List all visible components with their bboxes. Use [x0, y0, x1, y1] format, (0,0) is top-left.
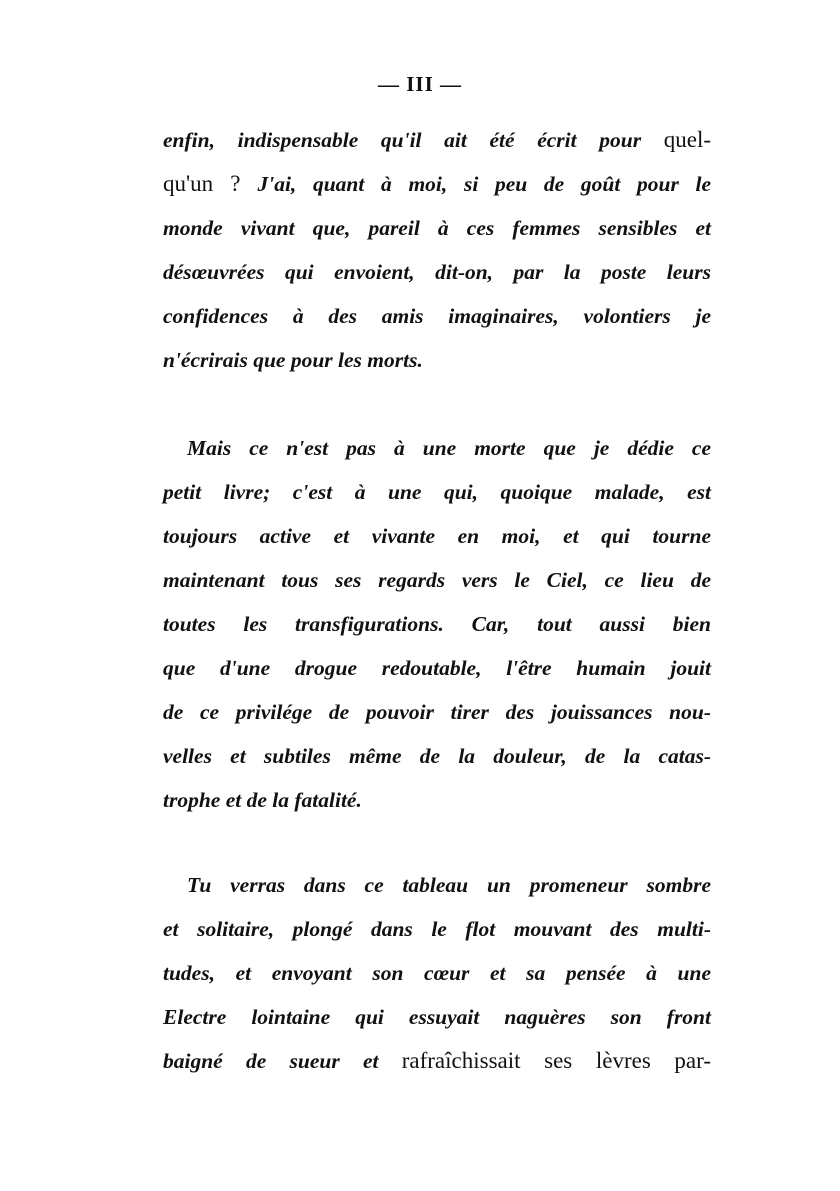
text-line — [163, 778, 711, 822]
line-italic-text: désœuvrées qui envoient, dit-on, par la poste leurs — [163, 260, 711, 284]
line-italic-text: baigné de sueur et — [163, 1049, 402, 1073]
text-line — [163, 250, 711, 294]
text-line — [163, 426, 711, 470]
text-line — [163, 338, 711, 382]
text-line — [163, 995, 711, 1039]
line-italic-text: toutes les transfigurations. Car, tout aussi bien — [163, 612, 711, 636]
text-line — [163, 118, 711, 162]
line-roman-text: rafraîchissait ses lèvres par- — [401, 1048, 711, 1073]
paragraph-3 — [163, 863, 711, 1083]
text-line — [163, 734, 711, 778]
line-italic-text: monde vivant que, pareil à ces femmes sensibles et — [163, 216, 711, 240]
line-italic-text: enfin, indispensable qu'il ait été écrit pour — [163, 128, 664, 152]
line-italic-text: maintenant tous ses regards vers le Ciel, ce lieu de — [163, 568, 711, 592]
line-italic-text: J'ai, quant à moi, si peu de goût pour le — [257, 172, 712, 196]
text-line — [163, 514, 711, 558]
text-line — [163, 294, 711, 338]
line-italic-text: que d'une drogue redoutable, l'être humain jouit — [163, 656, 711, 680]
text-line — [163, 206, 711, 250]
line-italic-text: velles et subtiles même de la douleur, de la catas- — [163, 744, 711, 768]
line-italic-text: Tu verras dans ce tableau un promeneur sombre — [187, 873, 711, 897]
line-italic-text: n'écrirais que pour les morts. — [163, 348, 423, 372]
line-italic-text: de ce privilége de pouvoir tirer des jouissances nou- — [163, 700, 711, 724]
line-roman-text: qu'un ? — [163, 171, 258, 196]
page-number: — III — — [377, 72, 463, 96]
text-line — [163, 602, 711, 646]
text-line — [163, 558, 711, 602]
paragraph-2 — [163, 426, 711, 822]
text-line — [163, 907, 711, 951]
line-italic-text: trophe et de la fatalité. — [163, 788, 362, 812]
text-line — [163, 162, 711, 206]
line-italic-text: petit livre; c'est à une qui, quoique malade, est — [163, 480, 711, 504]
text-line — [163, 470, 711, 514]
text-line — [163, 863, 711, 907]
line-italic-text: tudes, et envoyant son cœur et sa pensée à une — [163, 961, 711, 985]
line-italic-text: toujours active et vivante en moi, et qui tourne — [163, 524, 711, 548]
paragraph-1 — [163, 118, 711, 382]
line-italic-text: Mais ce n'est pas à une morte que je dédie ce — [187, 436, 711, 460]
line-italic-text: Electre lointaine qui essuyait naguères son front — [163, 1005, 711, 1029]
text-line — [163, 690, 711, 734]
text-line — [163, 951, 711, 995]
text-line — [163, 646, 711, 690]
line-italic-text: confidences à des amis imaginaires, volontiers je — [163, 304, 711, 328]
line-roman-text: quel- — [663, 127, 711, 152]
text-line — [163, 1039, 711, 1083]
line-italic-text: et solitaire, plongé dans le flot mouvant des multi- — [163, 917, 711, 941]
